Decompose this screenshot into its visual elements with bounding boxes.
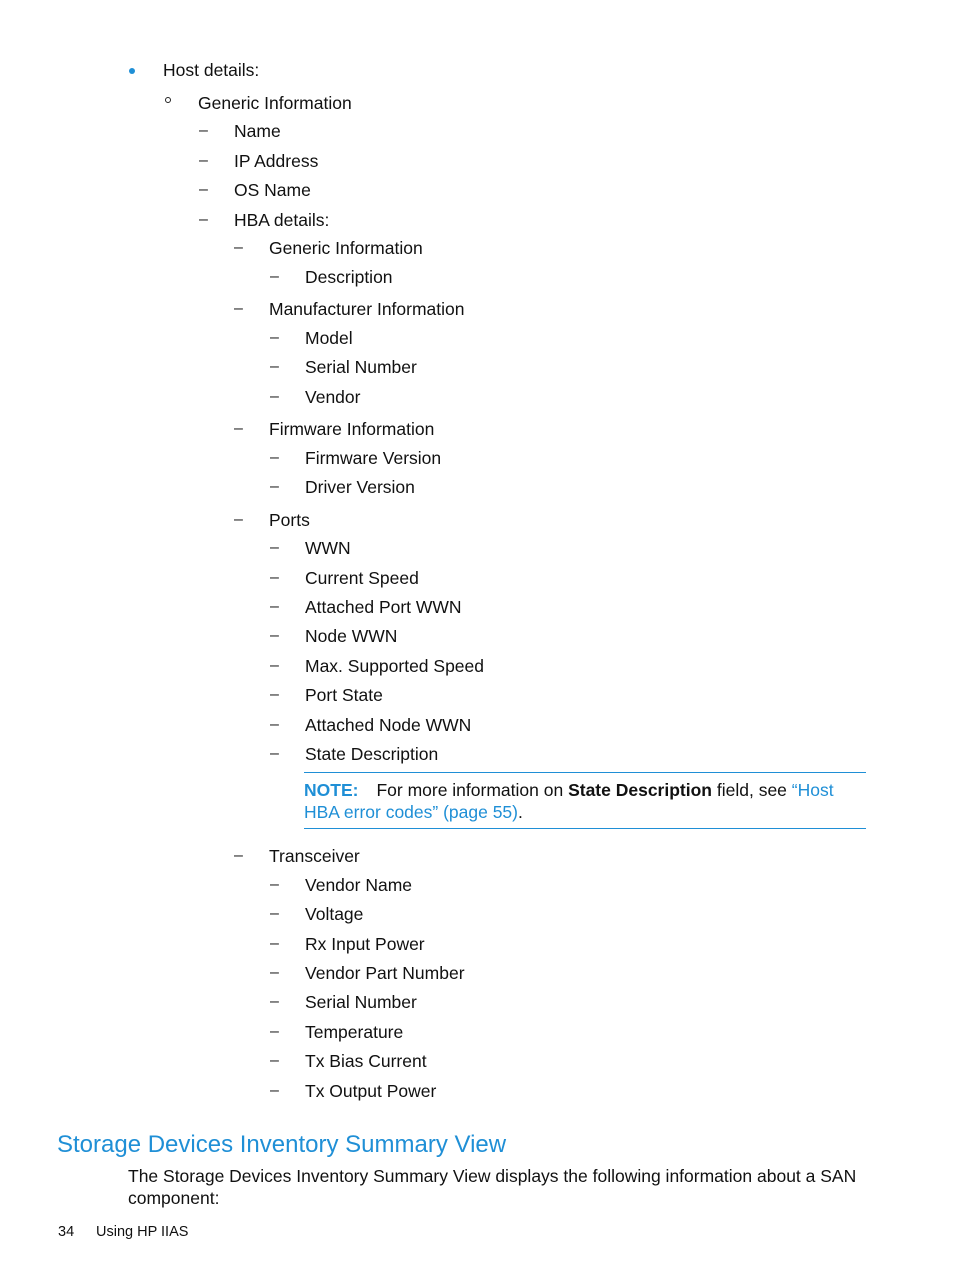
ports-item: Ports — [269, 510, 310, 530]
dash-marker: – — [270, 1082, 279, 1099]
dash-marker: – — [234, 847, 243, 864]
port-item-wwn: WWN — [305, 538, 351, 558]
dash-marker: – — [270, 876, 279, 893]
note-label: NOTE: — [304, 780, 359, 800]
dash-marker: – — [234, 239, 243, 256]
note — [304, 779, 864, 823]
hba-generic-information-item: Generic Information — [269, 238, 423, 258]
model-item: Model — [305, 328, 353, 348]
page-number: 34 — [58, 1224, 75, 1240]
transceiver-item-tx-bias-current: Tx Bias Current — [305, 1051, 427, 1071]
dash-marker: – — [199, 122, 208, 139]
generic-information-label: Generic Information — [198, 93, 352, 113]
dash-marker: – — [270, 1023, 279, 1040]
port-item-state-description: State Description — [305, 744, 439, 764]
name-item: Name — [234, 121, 281, 141]
dash-marker: – — [234, 420, 243, 437]
dash-marker: – — [199, 211, 208, 228]
firmware-information-item: Firmware Information — [269, 419, 435, 439]
circle-bullet-icon — [165, 97, 171, 103]
note-text-after: . — [518, 802, 523, 822]
running-title: Using HP IIAS — [96, 1224, 189, 1240]
dash-marker: – — [270, 905, 279, 922]
transceiver-item-serial-number: Serial Number — [305, 992, 417, 1012]
dash-marker: – — [199, 152, 208, 169]
dash-marker: – — [270, 1052, 279, 1069]
transceiver-item-vendor-part-number: Vendor Part Number — [305, 963, 465, 983]
serial-number-item: Serial Number — [305, 357, 417, 377]
dash-marker: – — [270, 627, 279, 644]
dash-marker: – — [270, 388, 279, 405]
hba-details-item: HBA details: — [234, 210, 330, 230]
section-paragraph: The Storage Devices Inventory Summary View displays the following information about a SAN component: — [128, 1166, 857, 1208]
transceiver-item-tx-output-power: Tx Output Power — [305, 1081, 437, 1101]
dash-marker: – — [270, 993, 279, 1010]
transceiver-item: Transceiver — [269, 846, 360, 866]
dash-marker: – — [270, 569, 279, 586]
dash-marker: – — [270, 935, 279, 952]
transceiver-item-voltage: Voltage — [305, 904, 364, 924]
transceiver-item-temperature: Temperature — [305, 1022, 404, 1042]
dash-marker: – — [199, 181, 208, 198]
manufacturer-information-item: Manufacturer Information — [269, 299, 465, 319]
dash-marker: – — [270, 449, 279, 466]
description-item: Description — [305, 267, 393, 287]
port-item-max-supported-speed: Max. Supported Speed — [305, 656, 485, 676]
dash-marker: – — [270, 657, 279, 674]
dash-marker: – — [270, 745, 279, 762]
firmware-version-item: Firmware Version — [305, 448, 442, 468]
dash-marker: – — [270, 686, 279, 703]
transceiver-item-rx-input-power: Rx Input Power — [305, 934, 425, 954]
dash-marker: – — [270, 598, 279, 615]
dash-marker: – — [270, 329, 279, 346]
port-item-current-speed: Current Speed — [305, 568, 419, 588]
dash-marker: – — [270, 539, 279, 556]
dash-marker: – — [270, 716, 279, 733]
note-top-rule — [304, 772, 866, 773]
dash-marker: – — [234, 300, 243, 317]
transceiver-item-vendor-name: Vendor Name — [305, 875, 413, 895]
port-item-attached-port-wwn: Attached Port WWN — [305, 597, 462, 617]
dash-marker: – — [234, 511, 243, 528]
ip-address-item: IP Address — [234, 151, 319, 171]
dash-marker: – — [270, 964, 279, 981]
bullet-icon — [129, 68, 135, 74]
dash-marker: – — [270, 478, 279, 495]
note-bottom-rule — [304, 828, 866, 829]
port-item-port-state: Port State — [305, 685, 383, 705]
port-item-node-wwn: Node WWN — [305, 626, 398, 646]
note-bold-term: State Description — [568, 780, 712, 800]
note-text-middle: field, see — [712, 780, 792, 800]
host-details-label: Host details: — [163, 60, 260, 80]
port-item-attached-node-wwn: Attached Node WWN — [305, 715, 472, 735]
host-hba-error-codes-link[interactable]: “Host HBA error codes” (page 55) — [304, 780, 834, 822]
dash-marker: – — [270, 268, 279, 285]
vendor-item: Vendor — [305, 387, 361, 407]
dash-marker: – — [270, 358, 279, 375]
driver-version-item: Driver Version — [305, 477, 415, 497]
section-heading: Storage Devices Inventory Summary View — [57, 1131, 507, 1158]
os-name-item: OS Name — [234, 180, 311, 200]
note-text-before: For more information on — [376, 780, 569, 800]
